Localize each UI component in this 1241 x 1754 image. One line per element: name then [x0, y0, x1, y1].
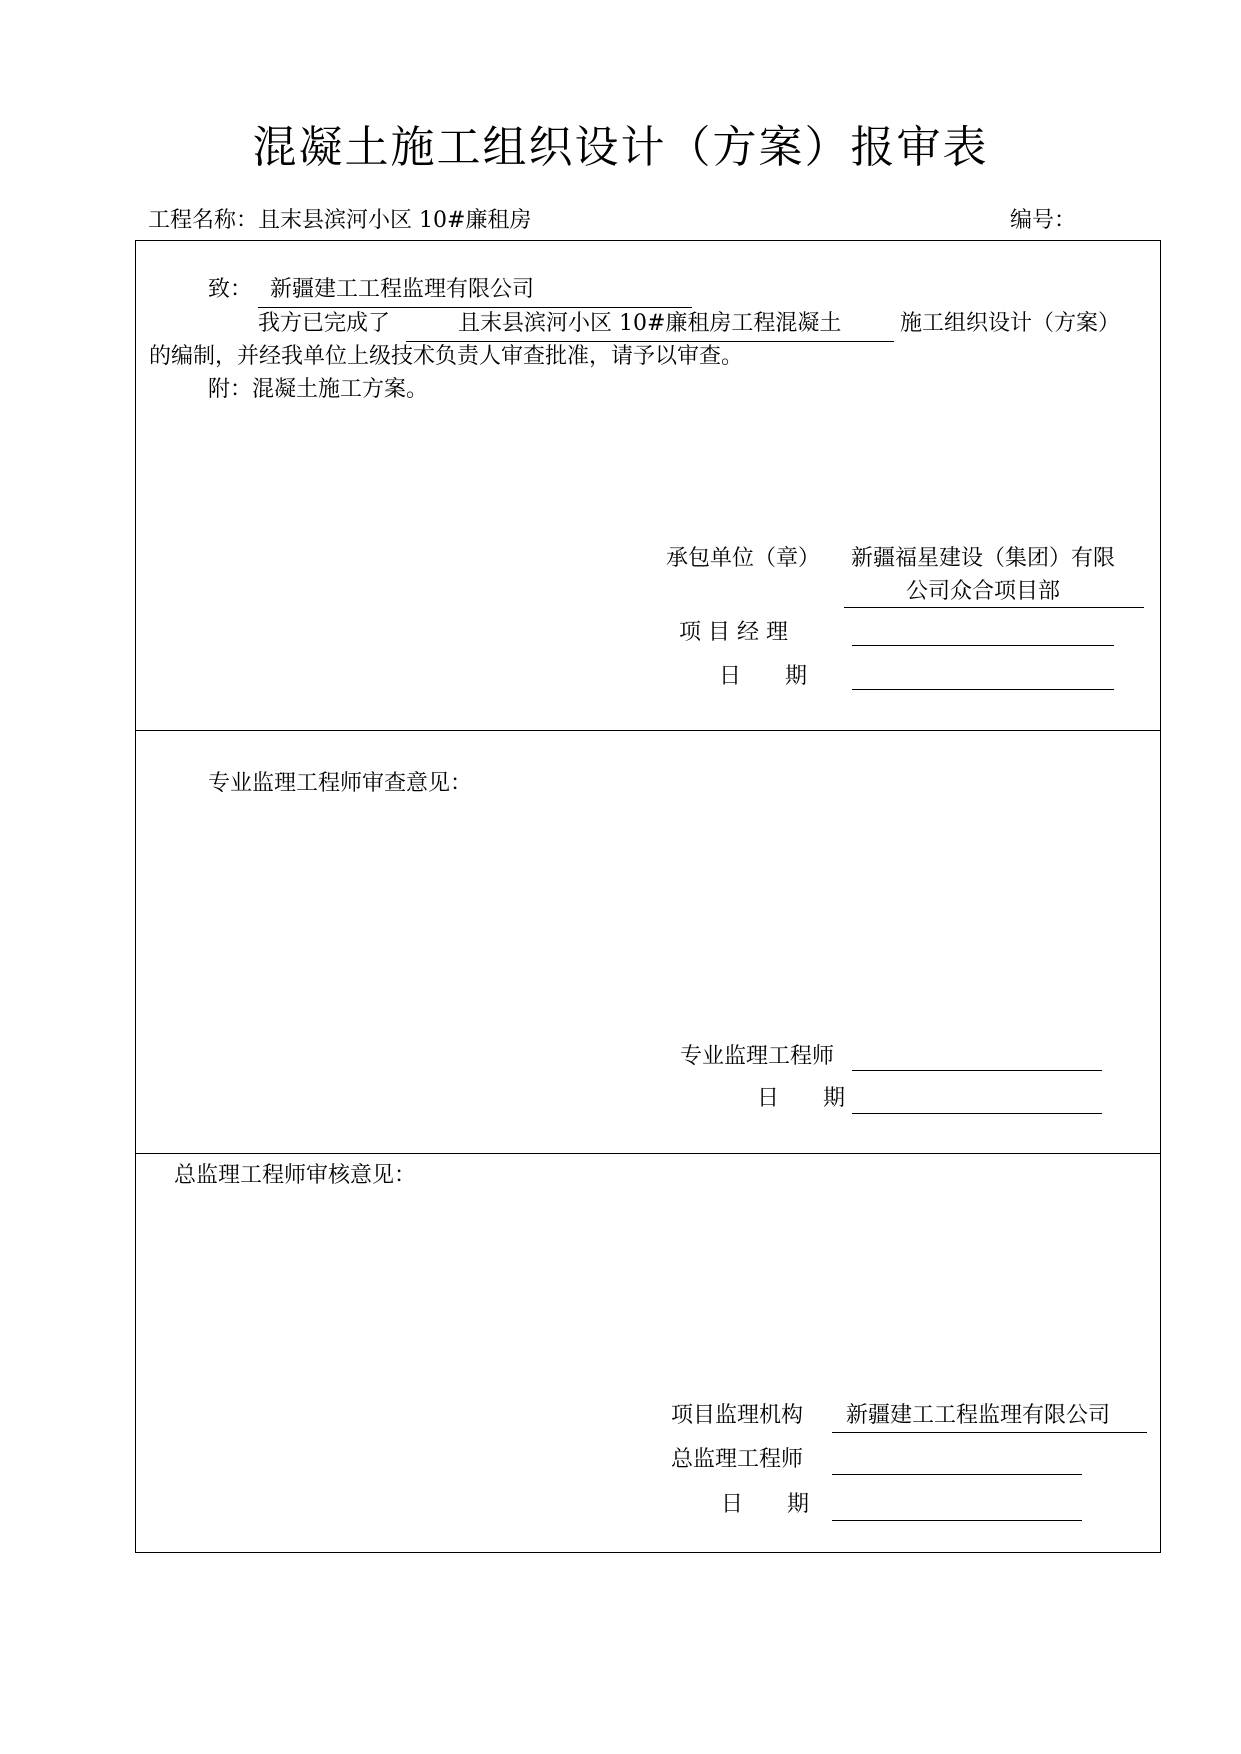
project-name-row: [148, 206, 531, 236]
specialist-date-line: [852, 1113, 1102, 1114]
specialist-date-label: 日 期: [757, 1086, 846, 1111]
contractor-underline: [844, 607, 1144, 608]
addressee-row: [208, 275, 252, 305]
supervision-org-value: 新疆建工工程监理有限公司: [846, 1403, 1111, 1428]
supervision-org-underline: [832, 1432, 1147, 1433]
chief-engineer-label: 总监理工程师: [671, 1447, 804, 1472]
section-divider-2: [136, 1153, 1160, 1154]
contractor-label: 承包单位（章）: [666, 546, 821, 571]
supervision-org-label: 项目监理机构: [671, 1403, 804, 1428]
project-manager-signature-line: [852, 645, 1114, 646]
contractor-name-line2: 公司众合项目部: [906, 579, 1061, 604]
chief-date-line: [832, 1520, 1082, 1521]
section-divider-1: [136, 730, 1160, 731]
specialist-engineer-signature-line: [852, 1070, 1102, 1071]
submission-filled-value: 且末县滨河小区 10#廉租房工程混凝土: [458, 311, 842, 336]
addressee-underline: [258, 307, 692, 308]
project-name-label: 工程名称：: [148, 208, 259, 233]
submission-line2: 的编制，并经我单位上级技术负责人审查批准，请予以审查。: [149, 344, 744, 369]
chief-date-label: 日 期: [721, 1492, 810, 1517]
chief-engineer-signature-line: [832, 1474, 1082, 1475]
submission-prefix: 我方已完成了: [258, 311, 391, 336]
specialist-review-heading: 专业监理工程师审查意见：: [208, 771, 473, 796]
submission-suffix: 施工组织设计（方案）: [900, 311, 1121, 336]
chief-review-heading: 总监理工程师审核意见：: [174, 1163, 417, 1188]
review-form-table: [135, 240, 1161, 1553]
contractor-date-label: 日 期: [719, 664, 808, 689]
addressee-value: 新疆建工工程监理有限公司: [270, 277, 535, 302]
contractor-name-line1: 新疆福星建设（集团）有限: [851, 546, 1116, 571]
specialist-engineer-label: 专业监理工程师: [680, 1044, 835, 1069]
attachment-note: 附：混凝土施工方案。: [208, 377, 429, 402]
document-number-label: 编号：: [1010, 208, 1077, 233]
document-title: 混凝土施工组织设计（方案）报审表: [252, 122, 989, 173]
project-name-value: 且末县滨河小区 10#廉租房: [258, 208, 532, 233]
addressee-label: 致：: [208, 277, 253, 302]
contractor-date-line: [852, 689, 1114, 690]
project-manager-label: 项 目 经 理: [679, 620, 788, 645]
